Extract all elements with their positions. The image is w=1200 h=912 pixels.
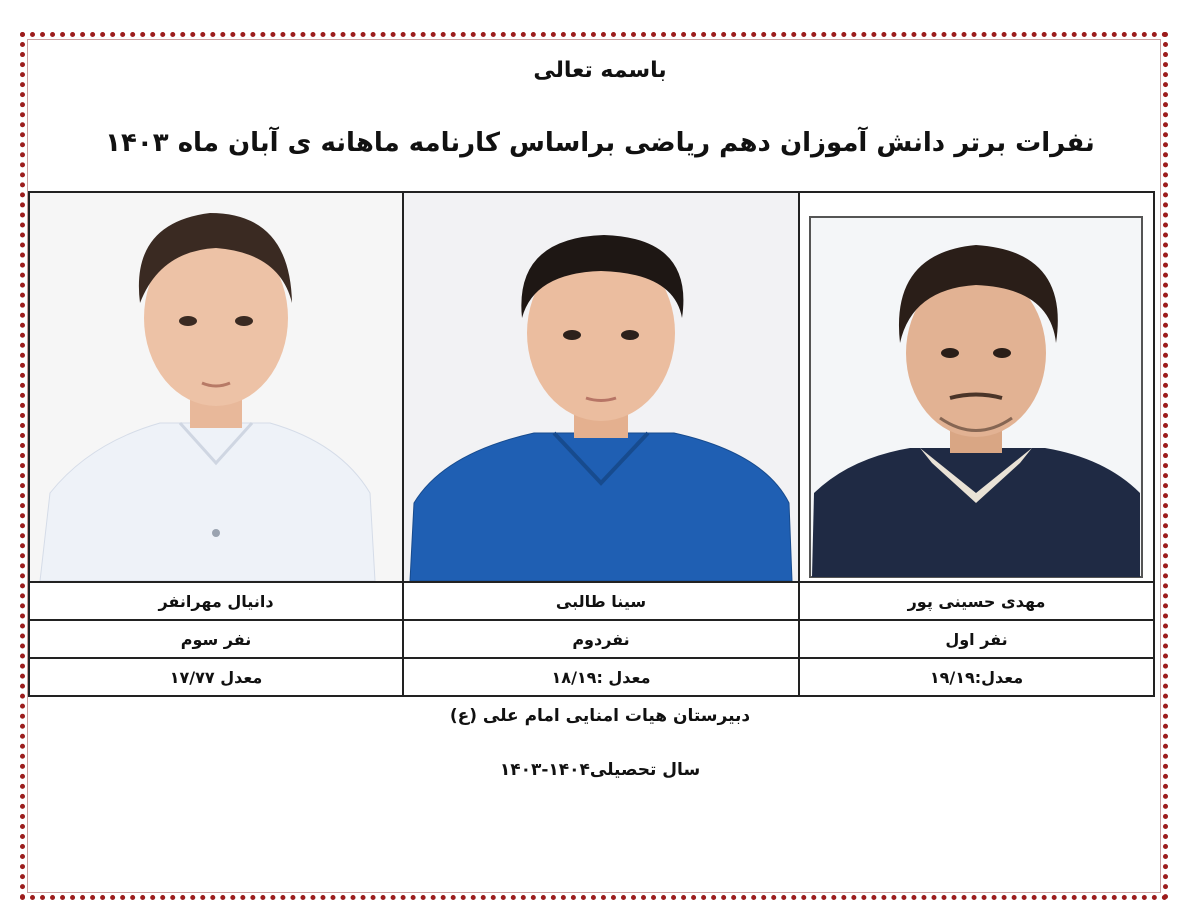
school-name: دبیرستان هیات امنایی امام علی (ع) — [449, 706, 751, 726]
student-photo-first — [800, 193, 1153, 581]
student-rank-first: نفر اول — [945, 630, 1008, 649]
student-average-third: معدل ۱۷/۷۷ — [169, 668, 263, 687]
student-name-third: دانیال مهرانفر — [158, 592, 274, 611]
basmala-heading: باسمه تعالی — [533, 58, 667, 83]
student-photo-third-image — [30, 193, 402, 581]
student-name-second: سینا طالبی — [555, 592, 647, 611]
student-rank-second: نفردوم — [572, 630, 630, 649]
student-average-second: معدل :۱۸/۱۹ — [551, 668, 651, 687]
page-title: نفرات برتر دانش آموزان دهم ریاضی براساس کارنامه ماهانه ی آبان ماه ۱۴۰۳ — [105, 128, 1095, 158]
student-photo-third — [30, 193, 402, 581]
academic-year: سال تحصیلی۱۴۰۴-۱۴۰۳ — [499, 760, 701, 780]
student-photo-first-image — [800, 193, 1153, 581]
student-rank-third: نفر سوم — [180, 630, 252, 649]
students-table — [28, 191, 1155, 697]
student-photo-second — [404, 193, 798, 581]
student-name-first: مهدی حسینی پور — [907, 592, 1046, 611]
student-photo-second-image — [404, 193, 798, 581]
student-average-first: معدل:۱۹/۱۹ — [929, 668, 1024, 687]
